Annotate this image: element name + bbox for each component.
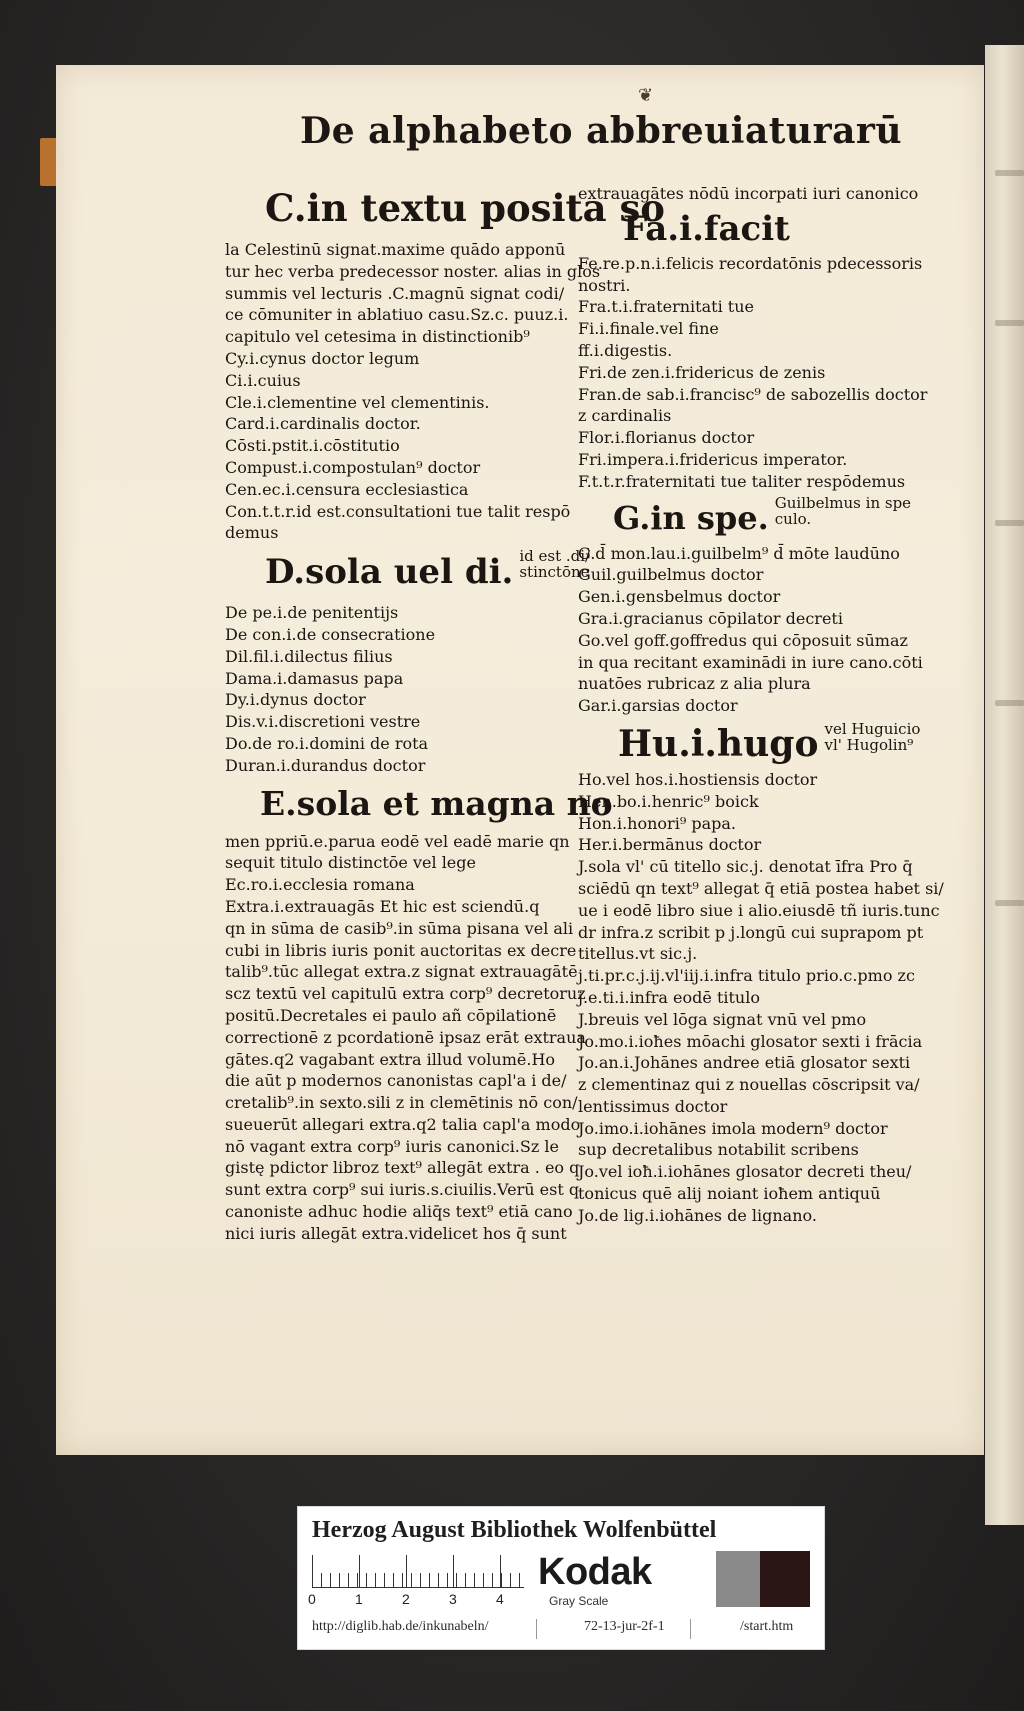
section-heading-text: C.in textu posita so — [265, 186, 665, 230]
text-line: j.e.ti.i.infra eodē titulo — [578, 987, 760, 1007]
heading-gloss-line: culo. — [774, 509, 812, 528]
text-line: Ci.i.cuius — [225, 370, 301, 390]
text-line: Extra.i.extrauagās Et hic est sciendū.q — [225, 896, 540, 916]
text-line: Jo.de lig.i.iohānes de lignano. — [578, 1205, 817, 1225]
kodak-logo: Kodak — [538, 1551, 652, 1593]
text-line: die aūt p modernos canonistas capl'a i de/ — [225, 1071, 567, 1091]
heading-gloss — [775, 495, 911, 527]
label-separator — [536, 1619, 537, 1639]
ruler-number: 2 — [402, 1591, 410, 1607]
heading-gloss-line: vel Huguicio — [824, 719, 921, 738]
text-line: Cen.ec.i.censura ecclesiastica — [225, 479, 469, 499]
text-line: la Celestinū signat.maxime quādo apponū — [225, 240, 566, 259]
section-heading-text: Fa.i.facit — [623, 208, 790, 249]
label-shelfmark: 72-13-jur-2f-1 — [584, 1619, 665, 1634]
text-line: Ho.vel hos.i.hostiensis doctor — [578, 769, 818, 789]
text-line: Cy.i.cynus doctor legum — [225, 348, 420, 368]
text-line: Fi.i.finale.vel fine — [578, 319, 719, 339]
text-line: De con.i.de consecratione — [225, 624, 436, 644]
text-line: De pe.i.de penitentijs — [225, 603, 399, 623]
text-line: gistę pdictor libroz text⁹ allegāt extra . eo q — [225, 1158, 580, 1178]
page-mark: ❦ — [638, 85, 654, 106]
text-line: Fri.de zen.i.fridericus de zenis — [578, 362, 826, 382]
section-heading-text: G.in spe. — [613, 498, 769, 537]
dark-patch — [760, 1551, 810, 1607]
text-line: canoniste adhuc hodie aliq̄s text⁹ etiā cano — [225, 1202, 573, 1222]
text-line: Ec.ro.i.ecclesia romana — [225, 875, 415, 895]
text-line: Cle.i.clementine vel clementinis. — [225, 392, 490, 412]
facing-page-text-fragment — [995, 700, 1024, 706]
section-heading — [265, 547, 591, 596]
text-line: z cardinalis — [578, 406, 672, 426]
text-line: ce cōmuniter in ablatiuo casu.Sz.c. puuz.i. — [225, 305, 569, 325]
ruler-number: 0 — [308, 1591, 316, 1607]
ruler-number: 3 — [449, 1591, 457, 1607]
facing-page-text-fragment — [995, 900, 1024, 906]
ruler-major-tick — [312, 1555, 313, 1587]
text-line: nō vagant extra corp⁹ iuris canonici.Sz le — [225, 1136, 559, 1156]
section-heading-text: D.sola uel di. — [265, 552, 514, 593]
text-line: Guil.guilbelmus doctor — [578, 565, 764, 585]
text-line: demus — [225, 523, 279, 543]
text-line: Flor.i.florianus doctor — [578, 428, 755, 448]
heading-gloss — [824, 721, 920, 753]
text-line: sueuerūt allegari extra.q2 talia capl'a modo — [225, 1114, 581, 1134]
section-heading — [260, 781, 613, 827]
text-line: Jo.mo.i.ioħes mōachi glosator sexti i frācia — [578, 1031, 923, 1051]
text-line: G.d̄ mon.lau.i.guilbelm⁹ d̄ mōte laudūno — [578, 543, 900, 563]
text-line: tonicus quē alij noiant ioħem antiquū — [578, 1184, 881, 1204]
text-line: summis vel lecturis .C.magnū signat codi/ — [225, 283, 565, 303]
text-line: Gen.i.gensbelmus doctor — [578, 587, 781, 607]
text-line: Hon.i.honori⁹ papa. — [578, 813, 736, 833]
section-heading — [613, 493, 912, 541]
text-line: j.ti.pr.c.j.ij.vl'iij.i.infra titulo prio.c.pmo zc — [578, 966, 915, 986]
ruler-number: 4 — [496, 1591, 504, 1607]
ruler-major-tick — [359, 1555, 360, 1587]
section-heading — [623, 207, 908, 251]
text-line: Go.vel goff.goffredus qui cōposuit sūmaz — [578, 630, 908, 650]
text-line: nici iuris allegāt extra.videlicet hos q̄ sunt — [225, 1223, 567, 1243]
section-heading — [618, 719, 921, 767]
text-line: sequit titulo distinctōe vel lege — [225, 853, 476, 873]
text-line: sciēdū qn text⁹ allegat q̄ etiā postea habet si/ — [578, 878, 944, 898]
text-line: Jo.imo.i.iohānes imola modern⁹ doctor — [578, 1118, 888, 1138]
text-line: ff.i.digestis. — [578, 340, 673, 360]
text-line: tur hec verba predecessor noster. alias in glos — [225, 261, 601, 281]
text-line: Con.t.t.r.id est.consultationi tue talit respō — [225, 501, 571, 521]
text-line: Gra.i.gracianus cōpilator decreti — [578, 608, 843, 628]
label-start-page: /start.htm — [740, 1619, 794, 1634]
text-line: in qua recitant examinādi in iure cano.cōti — [578, 652, 923, 672]
text-line: Fra.t.i.fraternitati tue — [578, 297, 754, 317]
text-line: dr infra.z scribit p j.longū cui suprapom pt — [578, 922, 924, 942]
gray-scale-caption: Gray Scale — [549, 1594, 609, 1608]
text-line: titellus.vt sic.j. — [578, 944, 698, 964]
text-line: Fran.de sab.i.francisc⁹ de sabozellis doctor — [578, 384, 928, 404]
text-line: J.sola vl' cū titello sic.j. denotat īfra Pro q̄ — [578, 857, 913, 877]
text-line: Cōsti.pstit.i.cōstitutio — [225, 436, 400, 456]
text-line: Dama.i.damasus papa — [225, 668, 404, 688]
heading-gloss-line: id est .di/ — [519, 547, 591, 566]
ruler-major-tick — [453, 1555, 454, 1587]
text-line: cretalib⁹.in sexto.sili z in clemētinis nō con/ — [225, 1093, 578, 1113]
text-line: nuatōes rubricaz z alia plura — [578, 674, 811, 694]
text-line: qn in sūma de casib⁹.in sūma pisana vel ali — [225, 918, 574, 938]
heading-gloss-line: stinctōne — [519, 563, 590, 582]
text-line: Dy.i.dynus doctor — [225, 690, 366, 710]
text-line: F.t.t.r.fraternitati tue taliter respōdemus — [578, 471, 906, 491]
text-line: Fri.impera.i.fridericus imperator. — [578, 449, 848, 469]
gray-patch — [716, 1551, 760, 1607]
text-line: Duran.i.durandus doctor — [225, 755, 426, 775]
heading-gloss-line: vl' Hugolin⁹ — [824, 735, 914, 754]
text-line: sup decretalibus notabilit scribens — [578, 1140, 859, 1160]
library-color-target-label — [298, 1507, 824, 1649]
text-line: Gar.i.garsias doctor — [578, 696, 738, 716]
text-line: J.breuis vel lōga signat vnū vel pmo — [578, 1009, 867, 1029]
text-line: capitulo vel cetesima in distinctionib⁹ — [225, 327, 530, 347]
label-separator — [690, 1619, 691, 1639]
text-line: men ppriū.e.parua eodē vel eadē marie qn — [225, 831, 570, 851]
text-line: Hen.bo.i.henric⁹ boick — [578, 791, 759, 811]
text-line: Compust.i.compostulan⁹ doctor — [225, 457, 481, 477]
text-line: lentissimus doctor — [578, 1096, 728, 1116]
text-line: cubi in libris iuris ponit auctoritas ex decre — [225, 940, 577, 960]
text-line: Her.i.bermānus doctor — [578, 835, 762, 855]
text-line: Jo.an.i.Johānes andree etiā glosator sexti — [578, 1053, 911, 1073]
heading-gloss-line: Guilbelmus in spe — [774, 493, 912, 512]
running-title: De alphabeto abbreuiaturarū — [300, 110, 903, 152]
text-line: scz textū vel capitulū extra corp⁹ decretoruz — [225, 984, 586, 1004]
text-line: Card.i.cardinalis doctor. — [225, 414, 421, 434]
facing-page-text-fragment — [995, 320, 1024, 326]
text-line: correctionē z pcordationē ipsaz erāt extraua — [225, 1027, 586, 1047]
text-line: ue i eodē libro siue i alio.eiusdē tñ iuris.tunc — [578, 900, 940, 920]
text-line: talib⁹.tūc allegat extra.z signat extrauagātē — [225, 962, 578, 982]
ruler-number: 1 — [355, 1591, 363, 1607]
text-line: Jo.vel ioħ.i.iohānes glosator decreti theu/ — [578, 1162, 912, 1182]
ruler-major-tick — [500, 1555, 501, 1587]
section-heading — [265, 183, 665, 233]
text-line: positū.Decretales ei paulo añ cōpilationē — [225, 1005, 557, 1025]
facing-page-text-fragment — [995, 520, 1024, 526]
text-line: z clementinaz qui z nouellas cōscripsit va/ — [578, 1075, 920, 1095]
section-heading-text: E.sola et magna no — [260, 783, 613, 823]
text-line: sunt extra corp⁹ sui iuris.s.ciuilis.Verū est q — [225, 1180, 580, 1200]
text-line: Do.de ro.i.domini de rota — [225, 733, 429, 753]
label-url: http://diglib.hab.de/inkunabeln/ — [312, 1619, 489, 1634]
facing-page-edge — [985, 45, 1024, 1525]
text-line: Dil.fil.i.dilectus filius — [225, 646, 393, 666]
text-line: gātes.q2 vagabant extra illud volumē.Ho — [225, 1049, 556, 1069]
text-line: extrauagātes nōdū incorpati iuri canonico — [578, 184, 919, 203]
right-text-column — [578, 183, 944, 1227]
measurement-ruler — [312, 1555, 524, 1588]
facing-page-text-fragment — [995, 170, 1024, 176]
text-line: nostri. — [578, 275, 631, 295]
section-heading-text: Hu.i.hugo — [618, 722, 819, 765]
ruler-major-tick — [406, 1555, 407, 1587]
text-line: Dis.v.i.discretioni vestre — [225, 712, 421, 732]
library-name: Herzog August Bibliothek Wolfenbüttel — [312, 1517, 717, 1543]
text-line: Fe.re.p.n.i.felicis recordatōnis pdecessoris — [578, 253, 923, 273]
